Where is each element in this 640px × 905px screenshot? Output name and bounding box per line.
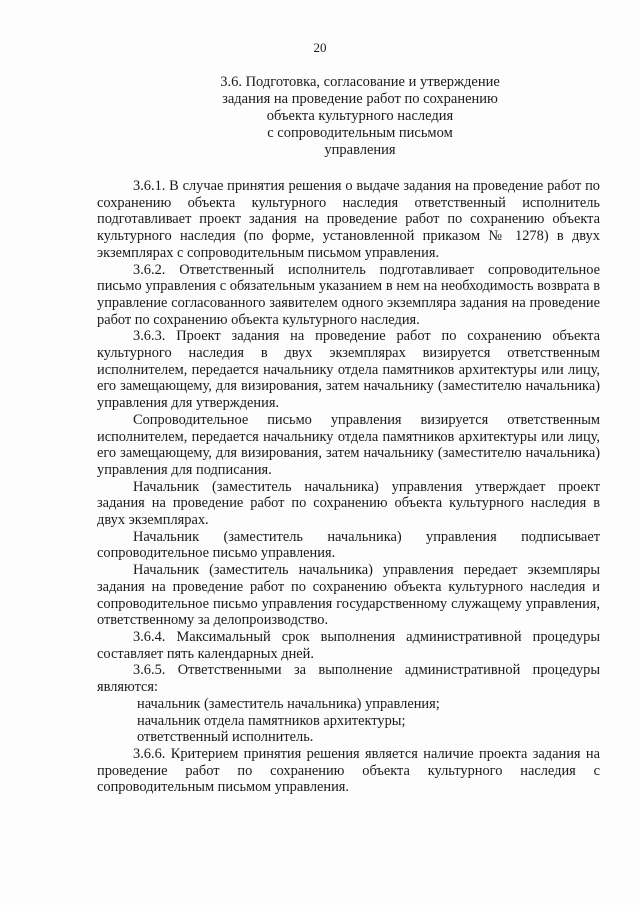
paragraph-cover-letter-approval: Сопроводительное письмо управления визируется ответственным исполнителем, передается начальнику отдела памятников архитектуры или лицу, его замещающему, для визирования, затем начальнику (заместителю начальника) управления для подписания. — [97, 411, 600, 478]
paragraph-3-6-5: 3.6.5. Ответственными за выполнение административной процедуры являются: — [97, 662, 600, 696]
heading-line: задания на проведение работ по сохранению — [222, 91, 498, 107]
paragraph-3-6-2: 3.6.2. Ответственный исполнитель подготавливает сопроводительное письмо управления с обязательным указанием в нем на необходимость возврата в управление согласованного заявителем одного экземпляра задания на проведение работ по сохранению объекта культурного наследия. — [97, 261, 600, 328]
paragraph-head-signs: Начальник (заместитель начальника) управления подписывает сопроводительное письмо управления. — [97, 528, 600, 562]
heading-line: 3.6. Подготовка, согласование и утверждение — [220, 74, 500, 90]
paragraph-head-approves: Начальник (заместитель начальника) управления утверждает проект задания на проведение работ по сохранению объекта культурного наследия в двух экземплярах. — [97, 478, 600, 529]
paragraph-3-6-4: 3.6.4. Максимальный срок выполнения административной процедуры составляет пять календарных дней. — [97, 628, 600, 662]
paragraph-3-6-3: 3.6.3. Проект задания на проведение работ по сохранению объекта культурного наследия в двух экземплярах визируется ответственным исполнителем, передается начальнику отдела памятников архитектуры или лицу, его замещающему, для визирования, затем начальнику (заместителю начальника) управления для утверждения. — [97, 328, 600, 412]
paragraph-3-6-6: 3.6.6. Критерием принятия решения является наличие проекта задания на проведение работ по сохранению объекта культурного наследия с сопроводительным письмом управления. — [97, 745, 600, 796]
page-number: 20 — [313, 40, 327, 55]
heading-line: объекта культурного наследия — [266, 108, 454, 124]
responsible-list-item: начальник (заместитель начальника) управления; — [137, 695, 440, 712]
paragraph-3-6-1: 3.6.1. В случае принятия решения о выдаче задания на проведение работ по сохранению объекта культурного наследия ответственный исполнитель подготавливает проект задания на проведение работ по сохранению объекта культурного наследия (по форме, установленной приказом № 1278) в двух экземплярах с сопроводительным письмом управления. — [97, 178, 600, 261]
section-heading — [150, 74, 570, 159]
responsible-list-item: начальник отдела памятников архитектуры; — [137, 712, 406, 729]
heading-line: управления — [324, 142, 396, 158]
heading-line: с сопроводительным письмом — [267, 125, 453, 141]
responsible-list-item: ответственный исполнитель. — [137, 729, 314, 746]
paragraph-head-transfers: Начальник (заместитель начальника) управления передает экземпляры задания на проведение работ по сохранению объекта культурного наследия и сопроводительное письмо управления государственному служащему управления, ответственному за делопроизводство. — [97, 562, 600, 629]
section-body — [97, 178, 600, 796]
